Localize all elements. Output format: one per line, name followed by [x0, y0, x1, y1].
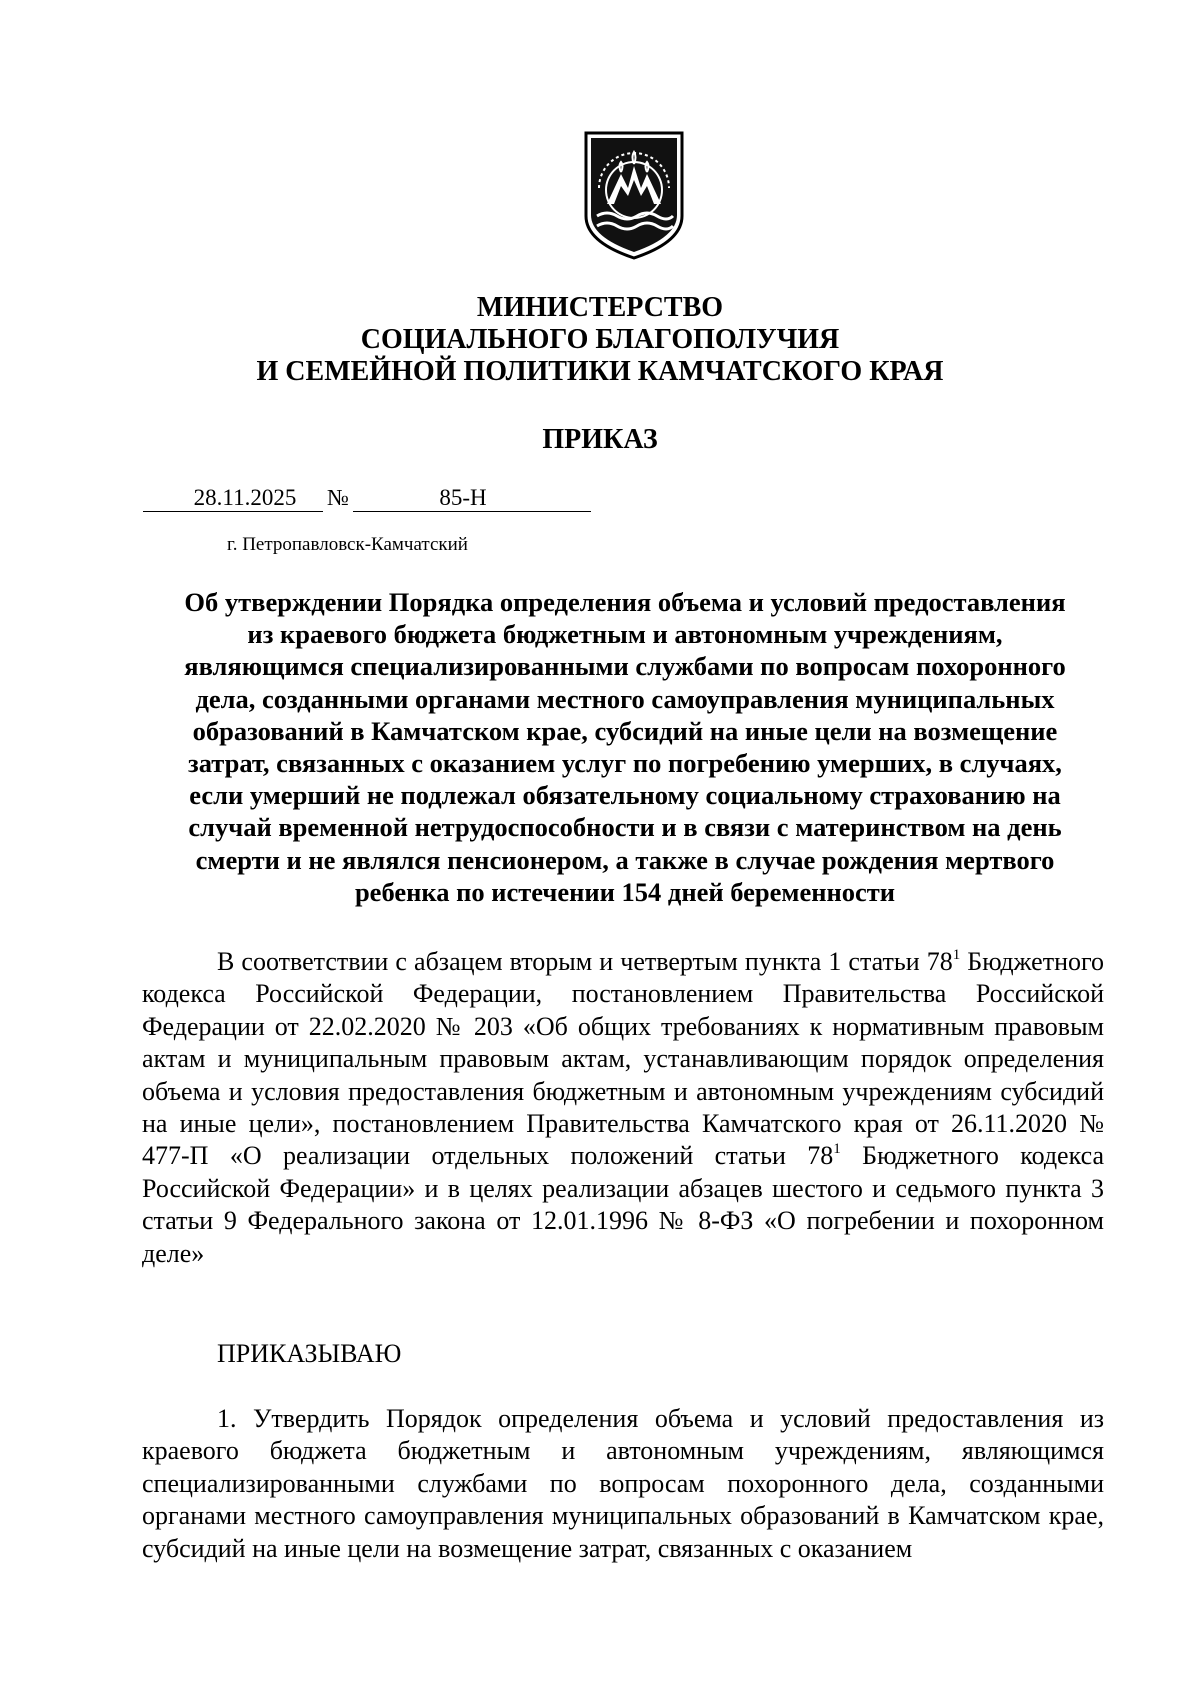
number-label: № [327, 485, 349, 510]
subject-line: случай временной нетрудоспособности и в связи с материнством на день [188, 812, 1062, 843]
superscript: 1 [833, 1141, 841, 1158]
preamble-text: Бюджетного кодекса Российской Федерации» и в целях реализации абзацев шестого и седьмого пункта 3 статьи 9 Федерального закона от 12.01.1996 № 8-ФЗ «О погребении и похоронном деле» [142, 1141, 1104, 1268]
ministry-line: МИНИСТЕРСТВО [476, 292, 724, 323]
ministry-line: И СЕМЕЙНОЙ ПОЛИТИКИ КАМЧАТСКОГО КРАЯ [256, 356, 944, 387]
preamble-text: Бюджетного кодекса Российской Федерации, постановлением Правительства Российской Федерации от 22.02.2020 № 203 «Об общих требованиях к нормативным правовым актам и муниципальным правовым актам, устанавливающим порядок определения объема и условия предоставления бюджетным и автономным учреждениям субсидий на иные цели», постановлением Правительства Камчатского края от 26.11.2020 № 477-П «О реализации отдельных положений статьи 78 [142, 947, 1104, 1171]
subject-line: образований в Камчатском крае, субсидий на иные цели на возмещение [192, 715, 1058, 746]
subject-line: Об утверждении Порядка определения объема и условий предоставления [184, 587, 1066, 617]
city: г. Петропавловск-Камчатский [227, 534, 468, 555]
preamble-paragraph [142, 946, 1104, 1270]
subject-line: являющимся специализированными службами по вопросам похоронного [184, 651, 1066, 682]
subject-line: дела, созданными органами местного самоуправления муниципальных [195, 683, 1055, 714]
document-type: ПРИКАЗ [542, 424, 658, 455]
order-date: 28.11.2025 [143, 485, 323, 512]
order-number: 85-Н [353, 485, 591, 512]
item-1-paragraph: 1. Утвердить Порядок определения объема и условий предоставления из краевого бюджета бюджетным и автономным учреждениям, являющимся специализированными службами по вопросам похоронного дела, созданными органами местного самоуправления муниципальных образований в Камчатском крае, субсидий на иные цели на возмещение затрат, связанных с оказанием [142, 1404, 1104, 1563]
subject-line: смерти и не являлся пенсионером, а также в случае рождения мертвого [195, 844, 1055, 875]
preamble-text: В соответствии с абзацем вторым и четвертым пункта 1 статьи 78 [217, 947, 953, 976]
date-number-line [143, 484, 591, 512]
subject-line: затрат, связанных с оказанием услуг по погребению умерших, в случаях, [188, 748, 1062, 779]
subject-line: из краевого бюджета бюджетным и автономным учреждениям, [247, 619, 1003, 650]
order-word: ПРИКАЗЫВАЮ [217, 1339, 402, 1368]
document-subject [145, 586, 1105, 908]
ministry-name [0, 292, 1200, 388]
emblem-icon [583, 130, 685, 260]
ministry-line: СОЦИАЛЬНОГО БЛАГОПОЛУЧИЯ [360, 324, 840, 355]
subject-line: если умерший не подлежал обязательному социальному страхованию на [189, 780, 1061, 811]
subject-line: ребенка по истечении 154 дней беременности [354, 876, 896, 907]
superscript: 1 [952, 947, 961, 963]
